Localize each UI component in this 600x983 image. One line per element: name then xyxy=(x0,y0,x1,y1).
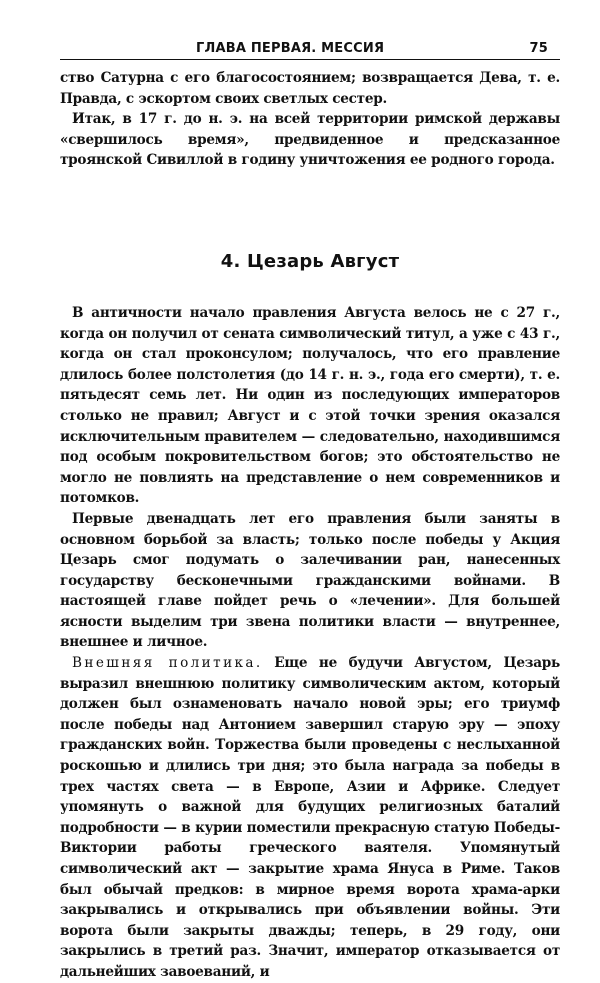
section-paragraph-2: Первые двенадцать лет его правления были заняты в основном борьбой за власть; только после победы у Акция Цезарь смог подумать о залечивании ран, нанесенных государству бесконечными гражданскими войнами. В настоящей главе пойдет речь о «лечении». Для большей ясности выделим три звена политики власти — внутреннее, внешнее и личное. xyxy=(60,510,560,651)
section-paragraph-1: В античности начало правления Августа велось не с 27 г., когда он получил от сената символический титул, а уже с 43 г., когда он стал проконсулом; получалось, что его правление длилось более полстолетия (до 14 г. н. э., года его смерти), т. е. пятьдесят семь лет. Ни один из последующих императоров столько не правил; Август и с этой точки зрения оказался исключительным правителем — следовательно, находившимся под особым покровительством богов; это обстоятельство не могло не повлиять на представление о нем современников и потомков. xyxy=(60,304,560,507)
section-paragraph-3-body: Еще не будучи Августом, Цезарь выразил внешнюю политику символическим актом, который должен был ознаменовать начало новой эры; его триумф после победы над Антонием завершил старую эру — эпоху гражданских войн. Торжества были проведены с неслыханной роскошью и длились три дня; это была награда за победы в трех частях света — в Европе, Азии и Африке. Следует упомянуть о важной для будущих религиозных баталий подробности — в курии поместили прекрасную статую Победы-Виктории работы греческого ваятеля. Упомянутый символический акт — закрытие храма Януса в Риме. Таков был обычай предков: в мирное время ворота храма-арки закрывались и открывались при объявлении войны. Эти ворота были закрыты дважды; теперь, в 29 году, они закрылись в третий раз. Значит, император отказывается от дальнейших завоеваний, и xyxy=(60,655,560,980)
book-page xyxy=(60,34,560,983)
section-title: 4. Цезарь Август xyxy=(220,250,400,272)
section-paragraph-3 xyxy=(60,653,560,983)
running-title: ГЛАВА ПЕРВАЯ. МЕССИЯ xyxy=(196,41,385,56)
page-number: 75 xyxy=(529,41,548,56)
body-text xyxy=(60,68,560,983)
running-header xyxy=(60,34,560,60)
intro-paragraph-1: ство Сатурна с его благосостоянием; возвращается Дева, т. е. Правда, с эскортом своих светлых сестер. xyxy=(60,70,560,107)
intro-paragraph-2: Итак, в 17 г. до н. э. на всей территории римской державы «свершилось время», предвиденное и предсказанное троянской Сивиллой в годину уничтожения ее родного города. xyxy=(60,111,560,169)
spaced-run-in-heading: Внешняя политика. xyxy=(72,655,263,672)
